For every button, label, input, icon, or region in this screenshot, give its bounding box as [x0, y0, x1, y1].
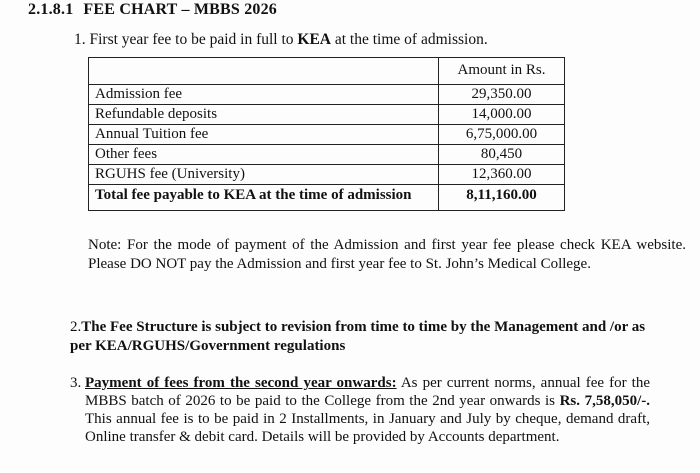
fee-row-amount: 29,350.00: [439, 85, 565, 105]
header-label-cell: [89, 58, 439, 85]
item-2-marker: 2.: [70, 319, 82, 335]
fee-row-label: Other fees: [89, 145, 439, 165]
item-3-amount: Rs. 7,58,050/-.: [559, 393, 650, 409]
item-3-text-1: As per current norms, annual fee for the MBBS batch of 2026 to be paid to the College from the 2nd year onwards is: [85, 375, 650, 409]
fee-row-amount: 80,450: [439, 145, 565, 165]
fee-table: [88, 57, 565, 211]
fee-total-amount: 8,11,160.00: [439, 185, 565, 211]
fee-row-label: RGUHS fee (University): [89, 165, 439, 185]
item-3-body: [85, 374, 650, 446]
item-1-bold: KEA: [297, 31, 331, 48]
section-number: 2.1.8.1: [28, 1, 74, 18]
item-3-lead: Payment of fees from the second year onwards:: [85, 375, 397, 391]
fee-row-label: Annual Tuition fee: [89, 125, 439, 145]
fee-table-header: [89, 58, 565, 85]
item-3: [70, 374, 650, 446]
payment-note: Note: For the mode of payment of the Admission and first year fee please check KEA website. Please DO NOT pay the Admission and first year fee to St. John’s Medical College.: [88, 237, 686, 272]
fee-row-label: Admission fee: [89, 85, 439, 105]
section-heading: [28, 1, 277, 19]
section-title: FEE CHART – MBBS 2026: [83, 1, 277, 18]
fee-row: [89, 85, 565, 105]
item-1-marker: 1.: [74, 31, 86, 48]
fee-row: [89, 105, 565, 125]
fee-row: [89, 165, 565, 185]
item-3-marker: 3.: [70, 375, 82, 391]
fee-row: [89, 145, 565, 165]
fee-row-amount: 14,000.00: [439, 105, 565, 125]
fee-row-label: Refundable deposits: [89, 105, 439, 125]
item-2: [70, 318, 670, 356]
header-amount-cell: Amount in Rs.: [439, 58, 565, 85]
fee-row: [89, 125, 565, 145]
fee-row-amount: 6,75,000.00: [439, 125, 565, 145]
item-1: [74, 31, 488, 49]
item-3-text-2: This annual fee is to be paid in 2 Installments, in January and July by cheque, demand draft, Online transfer & debit card. Details will be provided by Accounts department.: [85, 411, 650, 445]
fee-total-label: Total fee payable to KEA at the time of admission: [89, 185, 439, 211]
item-2-text: The Fee Structure is subject to revision from time to time by the Management and /or as per KEA/RGUHS/Government regulations: [70, 319, 646, 354]
item-1-text-after: at the time of admission.: [334, 31, 488, 48]
fee-row-amount: 12,360.00: [439, 165, 565, 185]
item-1-text-before: First year fee to be paid in full to: [89, 31, 294, 48]
fee-total-row: [89, 185, 565, 211]
